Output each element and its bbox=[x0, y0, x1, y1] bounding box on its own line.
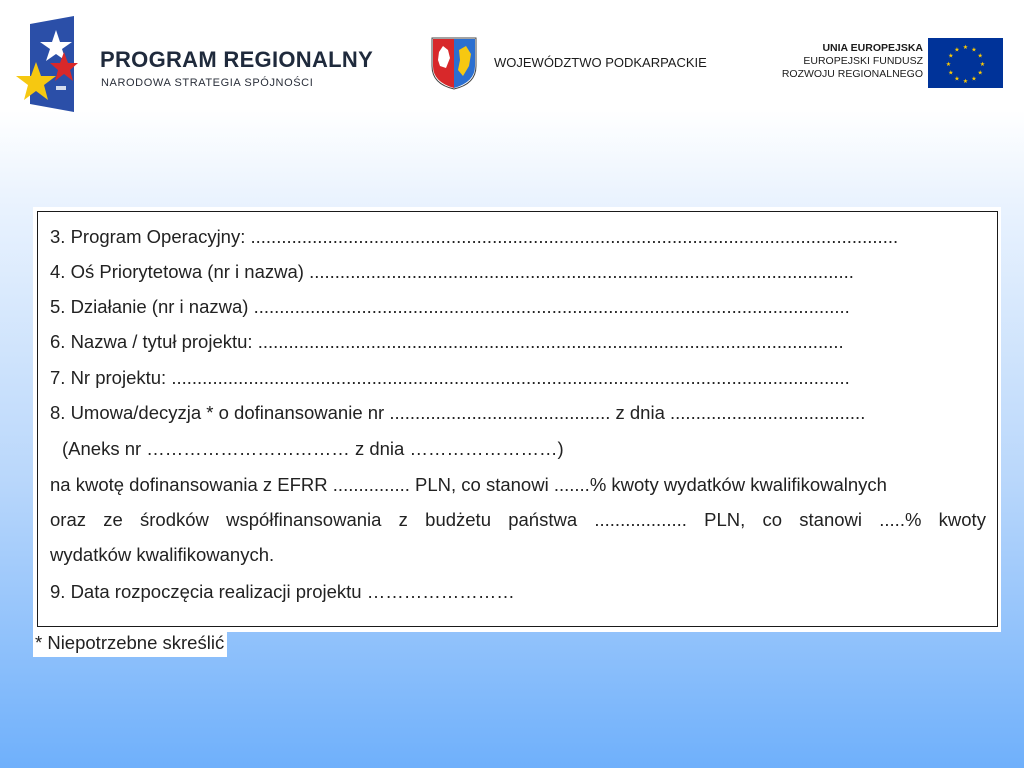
eu-line-1: UNIA EUROPEJSKA bbox=[822, 42, 923, 54]
field-data-rozpoczecia: 9. Data rozpoczęcia realizacji projektu …………………… bbox=[50, 581, 515, 602]
program-subtitle: NARODOWA STRATEGIA SPÓJNOŚCI bbox=[101, 77, 314, 89]
svg-text:★: ★ bbox=[971, 46, 977, 54]
field-kwota-line-1: na kwotę dofinansowania z EFRR ............... PLN, co stanowi .......% kwoty wydatków kwalifikowalnych bbox=[50, 474, 887, 495]
eu-flag-icon bbox=[928, 38, 1003, 88]
field-dzialanie: 5. Działanie (nr i nazwa) .................................................................................................................... bbox=[50, 296, 850, 317]
svg-text:★: ★ bbox=[979, 61, 986, 68]
field-kwota-line-3: wydatków kwalifikowanych. bbox=[50, 544, 275, 565]
svg-text:★: ★ bbox=[948, 69, 954, 77]
word: co bbox=[762, 509, 783, 530]
field-umowa-decyzja: 8. Umowa/decyzja * o dofinansowanie nr ........................................... z dnia ...................................... bbox=[50, 402, 866, 423]
svg-text:★: ★ bbox=[954, 46, 960, 54]
word: z bbox=[398, 509, 408, 530]
field-nr-projektu: 7. Nr projektu: .................................................................................................................................... bbox=[50, 367, 850, 388]
word: oraz bbox=[50, 509, 86, 530]
word: kwoty bbox=[938, 509, 986, 530]
word: współfinansowania bbox=[226, 509, 382, 530]
word: ze bbox=[103, 509, 123, 530]
word: państwa bbox=[508, 509, 578, 530]
form-box bbox=[37, 211, 998, 627]
svg-text:★: ★ bbox=[954, 75, 960, 83]
field-nazwa-projektu: 6. Nazwa / tytuł projektu: .................................................................................................................. bbox=[50, 331, 844, 352]
podkarpackie-crest-icon bbox=[430, 36, 478, 90]
svg-text:★: ★ bbox=[977, 69, 983, 77]
field-aneks: (Aneks nr …………………………… z dnia ……………………) bbox=[62, 438, 564, 459]
eu-line-2: EUROPEJSKI FUNDUSZ bbox=[803, 55, 923, 67]
svg-text:★: ★ bbox=[948, 52, 954, 60]
program-title: PROGRAM REGIONALNY bbox=[100, 47, 374, 72]
svg-text:★: ★ bbox=[962, 78, 969, 85]
svg-text:★: ★ bbox=[977, 52, 983, 60]
field-program-operacyjny: 3. Program Operacyjny: .............................................................................................................................. bbox=[50, 226, 899, 247]
field-kwota-line-2 bbox=[50, 509, 986, 531]
svg-text:★: ★ bbox=[971, 75, 977, 83]
word: .....% bbox=[879, 509, 922, 530]
word: środków bbox=[140, 509, 209, 530]
eu-line-3: ROZWOJU REGIONALNEGO bbox=[781, 68, 923, 80]
wojewodztwo-label: WOJEWÓDZTWO PODKARPACKIE bbox=[494, 55, 707, 70]
svg-text:★: ★ bbox=[945, 61, 952, 68]
header-bar bbox=[0, 0, 1024, 112]
word: .................. bbox=[594, 509, 687, 530]
program-regionalny-logo-icon bbox=[16, 16, 78, 112]
word: PLN, bbox=[704, 509, 746, 530]
word: budżetu bbox=[425, 509, 491, 530]
word: stanowi bbox=[799, 509, 863, 530]
eu-text-block bbox=[782, 42, 923, 81]
field-os-priorytetowa: 4. Oś Priorytetowa (nr i nazwa) .......................................................................................................... bbox=[50, 261, 854, 282]
footnote: * Niepotrzebne skreślić bbox=[33, 631, 227, 657]
svg-text:★: ★ bbox=[962, 44, 969, 51]
